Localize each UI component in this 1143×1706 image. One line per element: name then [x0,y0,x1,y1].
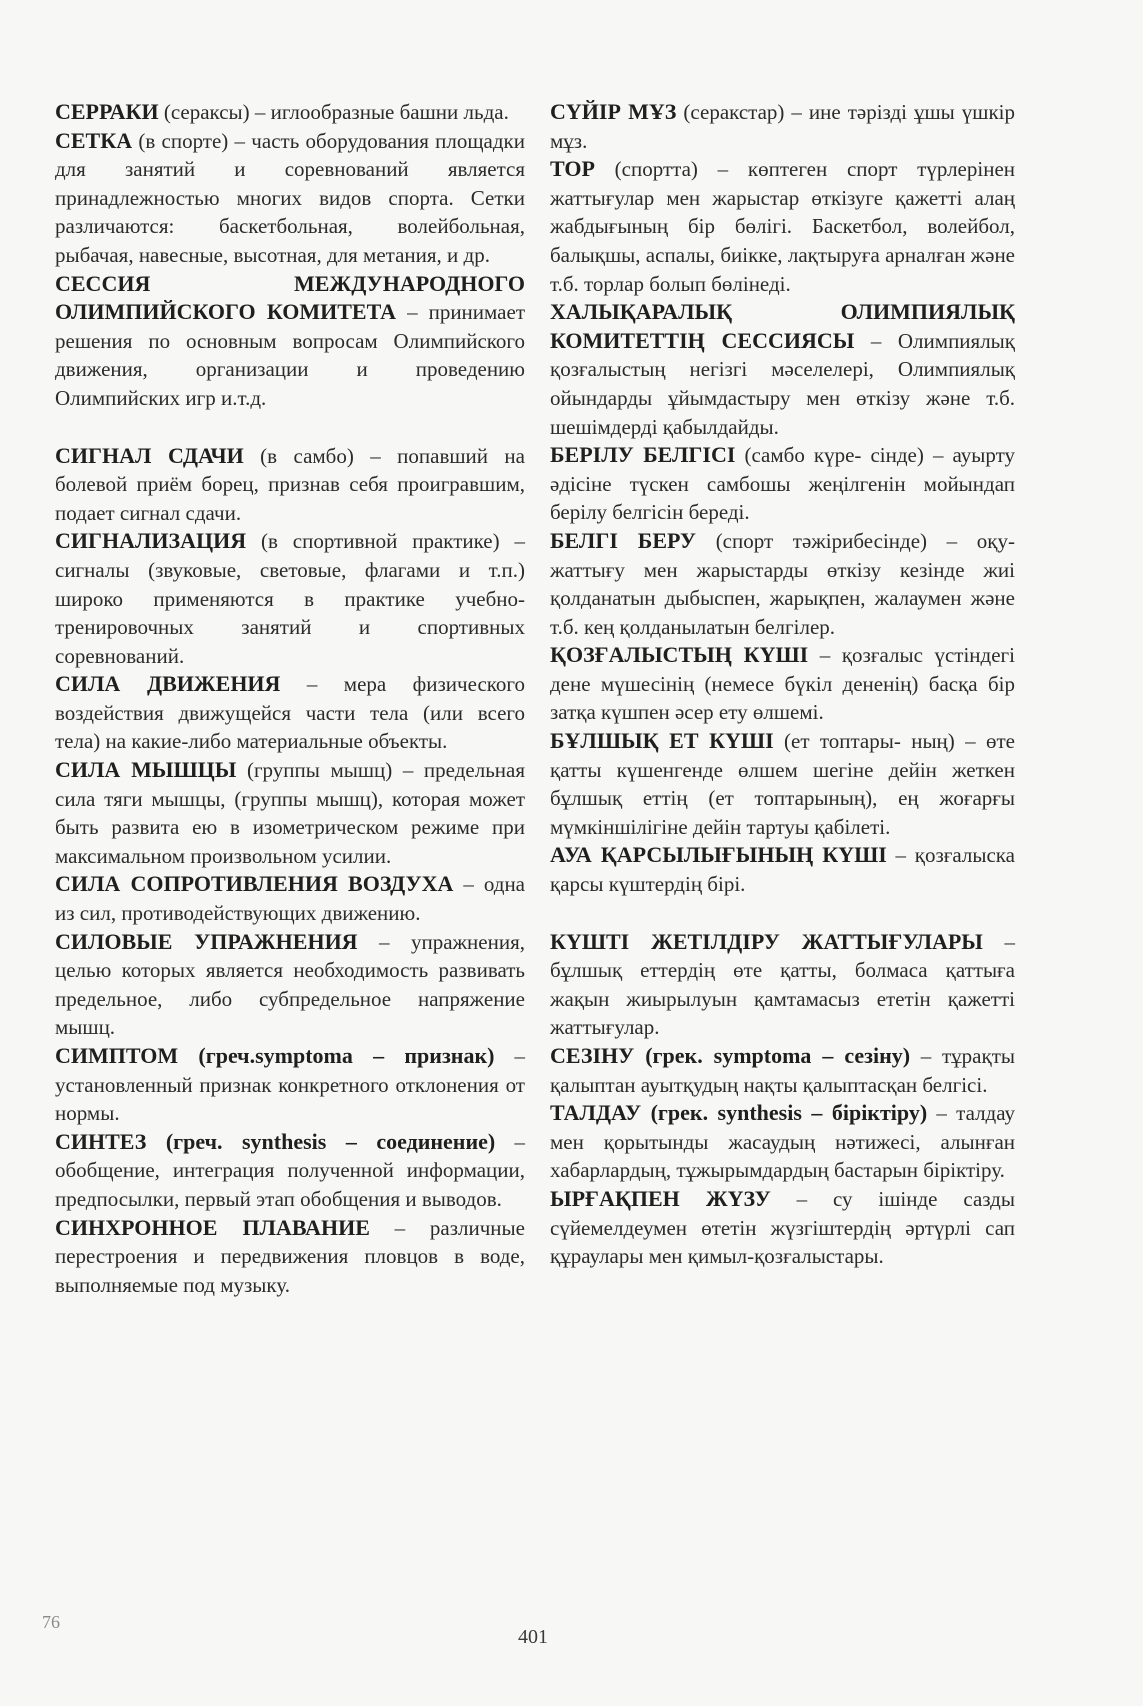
entry-term: КҮШТІ ЖЕТІЛДІРУ ЖАТТЫҒУЛАРЫ [550,928,983,954]
right-column-kazakh [550,98,1015,1271]
entry-definition: – упражнения, целью которых является необходимость развивать предельное, либо субпредельное напряжение мышц. [55,929,525,1040]
entry-definition: (в спорте) – часть оборудования площадки для занятий и соревнований является принадлежностью многих видов спорта. Сетки различаются: баскетбольная, волейбольная, рыбачая, навесные, высотная, для метания, и др. [55,128,525,267]
left-column-russian [55,98,525,1299]
entry-kushti-zhetildiru [550,928,1015,1042]
entry-term: СЕРРАКИ [55,99,159,124]
entry-serraki [55,98,525,127]
entry-term: ХАЛЫҚАРАЛЫҚ ОЛИМПИЯЛЫҚ КОМИТЕТТІҢ СЕССИЯСЫ [550,299,1015,353]
entry-suyir-muz [550,98,1015,155]
entry-komitet-sessiyasy [550,298,1015,441]
entry-definition: – талдау мен қорытынды жасаудың нәтижесі, алынған хабарлардың, тұжырымдардың бастарын біріктіру. [550,1101,1015,1183]
entry-sinkhronnoe-plavanie [55,1214,525,1300]
entry-definition: – қозғалыс үстіндегі дене мүшесінің (немесе бүкіл дененің) басқа бір затқа күшпен әсер ету өлшемі. [550,643,1015,725]
footer-margin-mark: 76 [42,1612,60,1632]
entry-term: СИГНАЛИЗАЦИЯ [55,528,247,554]
entry-definition: – су ішінде сазды сүйемелдеумен өтетін жүзгіштердің әртүрлі сап құраулары мен қимыл-қозғалыстары. [550,1186,1015,1269]
entry-sezinu [550,1042,1015,1099]
entry-belgi-beru [550,527,1015,641]
entry-definition: (спорт тәжірибесінде) – оқу-жаттығу мен жарыстарды өткізу кезінде жиі қолданатын дыбыспен, жарықпен, жалаумен және т.б. кең қолданылатын белгілер. [550,528,1016,639]
entry-sila-dvizheniya [55,670,525,756]
entry-definition: – обобщение, интеграция полученной информации, предпосылки, первый этап обобщения и выводов. [55,1129,526,1211]
entry-signal-sdachi [55,442,525,528]
entry-sessiya-moк [55,270,525,413]
entry-definition: – принимает решения по основным вопросам Олимпийского движения, организации и проведению Олимпийских игр и.т.д. [55,300,526,410]
entry-definition: – мера физического воздействия движущейся части тела (или всего тела) на какие-либо материальные объекты. [55,672,526,754]
entry-term: СИМПТОМ (греч.symptoma – признак) [55,1043,495,1068]
entry-term: СИЛА СОПРОТИВЛЕНИЯ ВОЗДУХА [55,871,454,897]
entry-term: ТАЛДАУ (грек. synthesis – біріктіру) [550,1100,928,1126]
entry-definition: – тұрақты қалыптан ауытқудың нақты қалыптасқан белгісі. [550,1044,1015,1097]
entry-definition: – установленный признак конкретного отклонения от нормы. [55,1044,525,1126]
entry-term: СИНХРОННОЕ ПЛАВАНИЕ [55,1214,370,1240]
entry-bulshyq-et-kushi [550,727,1015,841]
entry-silovye-uprazhneniya [55,928,525,1042]
entry-term: СЕССИЯ МЕЖДУНАРОДНОГО ОЛИМПИЙСКОГО КОМИТЕТА [55,270,525,325]
page-number: 401 [518,1626,548,1648]
entry-definition: (ет топтары- ның) – өте қатты күшенгенде өлшем шегіне дейін жеткен бұлшық еттің (ет топтарының), ең жоғарғы мүмкіншілігіне дейін тартуы қабілеті. [550,729,1015,839]
entry-term: СИГНАЛ СДАЧИ [55,442,244,468]
entry-aua-qarsylygy [550,841,1015,898]
entry-qozgalystyn-kushi [550,641,1015,727]
entry-sila-myshtsy [55,756,525,870]
entry-sila-soprotivleniya [55,870,525,927]
entry-definition: (в спортивной практике) – сигналы (звуковые, световые, флагами и т.п.) широко применяются в практике учебно-тренировочных занятий и спортивных соревнований. [55,529,525,668]
entry-term: ҚОЗҒАЛЫСТЫҢ КҮШІ [550,642,809,668]
entry-term: СИЛА ДВИЖЕНИЯ [55,671,281,697]
entry-definition: – Олимпиялық қозғалыстың негізгі мәселелері, Олимпиялық ойындарды ұйымдастыру мен өткізу және т.б. шешімдерді қабылдайды. [550,328,1015,439]
entry-yrgaqpen-zhuzu [550,1185,1015,1271]
entry-tor [550,155,1015,298]
entry-definition: (сераксы) – иглообразные башни льда. [158,100,509,124]
entry-definition: – бұлшық еттердің өте қатты, болмаса қаттыға жақын жиырылуын қамтамасыз ететін қажетті жаттығулар. [550,929,1016,1040]
entry-term: СЕЗІНУ (грек. symptoma – сезіну) [550,1043,911,1068]
entry-term: СҮЙІР МҰЗ [550,99,677,124]
entry-definition: (самбо күре- сінде) – ауырту әдісіне түскен самбошы жеңілгенін мойындап берілу белгісін береді. [550,443,1015,525]
entry-term: АУА ҚАРСЫЛЫҒЫНЫҢ КҮШІ [550,842,887,868]
entry-setka [55,127,525,270]
entry-term: СИЛОВЫЕ УПРАЖНЕНИЯ [55,928,358,954]
entry-sintez [55,1128,525,1214]
entry-definition: – одна из сил, противодействующих движению. [55,872,526,926]
entry-simptom [55,1042,525,1128]
entry-taldau [550,1099,1015,1185]
entry-signalizatsiya [55,527,525,670]
entry-definition: (серакстар) – ине тәрізді ұшы үшкір мұз. [550,100,1016,153]
entry-term: СИНТЕЗ (греч. synthesis – соединение) [55,1128,496,1154]
entry-term: БҰЛШЫҚ ЕТ КҮШІ [550,728,774,754]
entry-term: БЕРІЛУ БЕЛГІСІ [550,442,736,468]
entry-term: СЕТКА [55,127,133,153]
entry-term: ЫРҒАҚПЕН ЖҮЗУ [550,1185,771,1211]
entry-term: СИЛА МЫШЦЫ [55,757,237,783]
entry-term: БЕЛГІ БЕРУ [550,527,697,553]
entry-definition: (группы мышц) – предельная сила тяги мышцы, (группы мышц), которая может быть развита ею в изометрическом режиме при максимальном произвольном усилии. [55,758,525,868]
entry-definition: (в самбо) – попавший на болевой приём борец, признав себя проигравшим, подает сигнал сдачи. [55,443,525,525]
entry-term: ТОР [550,156,595,182]
entry-definition: – қозғалыска қарсы күштердің бірі. [550,843,1016,897]
entry-definition: – различные перестроения и передвижения пловцов в воде, выполняемые под музыку. [55,1215,525,1297]
entry-definition: (спортта) – көптеген спорт түрлерінен жаттығулар мен жарыстар өткізуге қажетті алаң жабдығының бір бөлігі. Баскетбол, волейбол, балықшы, аспалы, биікке, лақтыруға арналған және т.б. торлар болып бөлінеді. [550,157,1015,296]
entry-berilu-belgisi [550,441,1015,527]
